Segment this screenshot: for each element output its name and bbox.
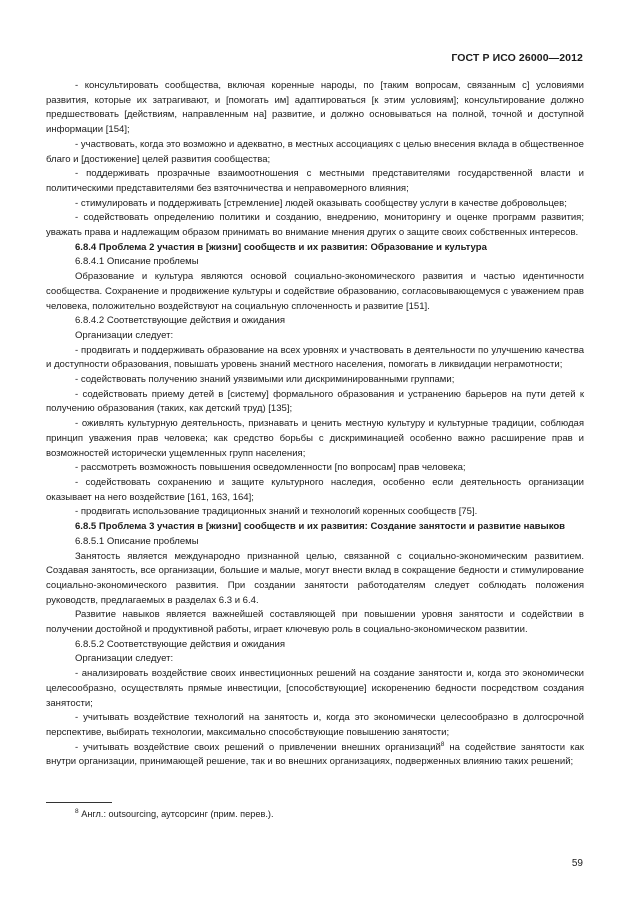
paragraph: - учитывать воздействие технологий на занятость и, когда это экономически целесообразно в долгосрочной перспективе, выбирать технологии, максимально способствующие повышению занятости; bbox=[46, 712, 584, 738]
paragraph: Образование и культура являются основой социально-экономического развития и частью идентичности сообщества. Сохранение и продвижение культуры и содействие образованию, согласовывающемуся с уважением прав человека, положительно воздействуют на социальную сплоченность и развитие [151]. bbox=[46, 271, 584, 312]
footnote bbox=[75, 808, 274, 821]
paragraph: - поддерживать прозрачные взаимоотношения с местными представителями государственной власти и политическими представителями без взяточничества и неправомерного влияния; bbox=[46, 168, 584, 194]
paragraph: - содействовать получению знаний уязвимыми или дискриминированными группами; bbox=[75, 374, 455, 386]
footnote-text: Англ.: outsourcing, аутсорсинг (прим. перев.). bbox=[81, 809, 274, 819]
paragraph bbox=[46, 741, 584, 770]
paragraph: - содействовать определению политики и созданию, внедрению, мониторингу и оценке программ развития; уважать права и надлежащим образом принимать во внимание мнения других о защите своих собственных интересов. bbox=[46, 212, 584, 239]
paragraph: - стимулировать и поддерживать [стремление] людей оказывать сообществу услуги в качестве добровольцев; bbox=[75, 197, 567, 209]
subsection-title: 6.8.5.2 Соответствующие действия и ожидания bbox=[75, 638, 285, 650]
paragraph-end: на содействие занятости как внутри организации, принимающей решение, так и во внешних организациях, подверженных влиянию таких решений; bbox=[46, 741, 584, 768]
page-number: 59 bbox=[571, 858, 583, 869]
body-text bbox=[46, 79, 584, 770]
standard-header: ГОСТ Р ИСО 26000—2012 bbox=[451, 52, 583, 64]
paragraph: - содействовать приему детей в [систему] формального образования и устранению барьеров на пути детей к получению образования (таких, как детский труд) [135]; bbox=[46, 388, 584, 415]
paragraph: - содействовать сохранению и защите культурного наследия, особенно если деятельность организации оказывает на него воздействие [161, 163, 164]; bbox=[46, 476, 584, 503]
footnote-divider bbox=[46, 802, 112, 803]
subsection-title: 6.8.5.1 Описание проблемы bbox=[75, 535, 199, 547]
subsection-title: 6.8.4.1 Описание проблемы bbox=[75, 256, 199, 268]
section-heading-6-8-4: 6.8.4 Проблема 2 участия в [жизни] сообществ и их развития: Образование и культура bbox=[75, 241, 487, 253]
paragraph: Занятость является международно признанной целью, связанной с социально-экономическим развитием. Создавая занятость, все организации, большие и малые, могут внести вклад в сокращение бедности и стимулирование социально-экономического развития. При создании занятости работодателям следует соблюдать положения руководств, предлагаемых в разделах 6.3 и 6.4. bbox=[46, 550, 584, 606]
paragraph: Организации следует: bbox=[75, 653, 174, 665]
paragraph: - продвигать использование традиционных знаний и технологий коренных сообществ [75]. bbox=[75, 506, 478, 518]
subsection-title: 6.8.4.2 Соответствующие действия и ожидания bbox=[75, 315, 285, 327]
paragraph: - продвигать и поддерживать образование на всех уровнях и участвовать в деятельности по улучшению качества и доступности образования, повышать уровень знаний местного населения, помогать в ликвидации неграмотности; bbox=[46, 344, 584, 371]
paragraph: Организации следует: bbox=[75, 329, 174, 341]
paragraph: - рассмотреть возможность повышения осведомленности [по вопросам] прав человека; bbox=[75, 462, 466, 474]
paragraph-start: - учитывать воздействие своих решений о привлечении внешних организаций bbox=[75, 741, 441, 753]
footnote-reference[interactable]: 8 bbox=[440, 740, 445, 748]
paragraph: - оживлять культурную деятельность, признавать и ценить местную культуру и культурные традиции, соблюдая принцип уважения прав человека; как средство борьбы с дискриминацией особенно важно расширение прав и возможностей исторически ущемленных групп населения; bbox=[46, 418, 584, 459]
section-heading-6-8-5: 6.8.5 Проблема 3 участия в [жизни] сообществ и их развития: Создание занятости и развитие навыков bbox=[75, 521, 566, 533]
footnote-marker: 8 bbox=[75, 808, 79, 815]
paragraph: - консультировать сообщества, включая коренные народы, по [таким вопросам, связанным с] условиями развития, которые их затрагивают, и [помогать им] адаптироваться [к этим условиям]; консультирование должно предшествовать [действиям, направленным на] развитие, и должно основываться на полной, точной и доступной информации [154]; bbox=[46, 80, 584, 136]
paragraph: Развитие навыков является важнейшей составляющей при повышении уровня занятости и содействии в получении достойной и продуктивной работы, играет ключевую роль в социально-экономическом развитии. bbox=[46, 609, 584, 636]
paragraph: - участвовать, когда это возможно и адекватно, в местных ассоциациях с целью внесения вклада в общественное благо и [достижение] целей развития сообщества; bbox=[46, 138, 584, 165]
paragraph: - анализировать воздействие своих инвестиционных решений на создание занятости и, когда это экономически целесообразно, осуществлять прямые инвестиции, [способствующие] искоренению бедности посредством создания занятости; bbox=[46, 668, 584, 709]
